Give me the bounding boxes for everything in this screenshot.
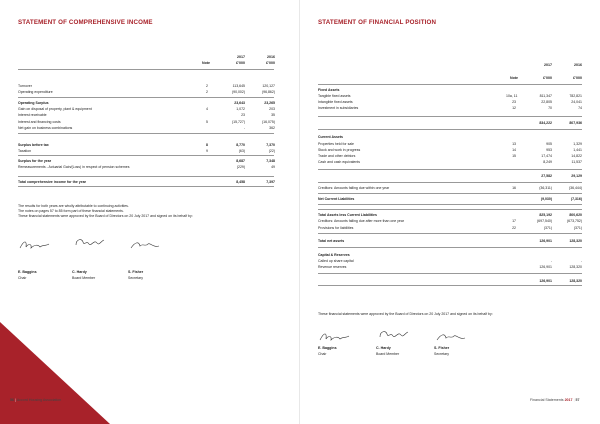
subtotal-rule — [18, 176, 274, 177]
row-note: 14 — [512, 148, 516, 152]
row-label: Fixed Assets — [318, 88, 340, 92]
note-line: These financial statements were approved by the Board of Directors on 20 July 2017 and signed on its behalf by: — [18, 214, 193, 219]
row-value-prior: 800,620 — [569, 213, 582, 217]
signatory-role: Chair — [318, 352, 327, 356]
table-row — [318, 239, 582, 244]
row-label: Total net assets — [318, 239, 345, 243]
table-row — [318, 253, 582, 258]
note-col-header: Note — [510, 76, 518, 80]
note-col-header: Note — [202, 61, 210, 65]
row-label: Creditors: Amounts falling due within one year — [318, 186, 390, 190]
row-value-prior: (96,862) — [261, 90, 275, 94]
header-rule — [318, 84, 582, 85]
table-row — [18, 143, 276, 148]
row-value-current: 825,192 — [539, 213, 552, 217]
table-row — [318, 279, 582, 284]
table-row — [18, 107, 276, 112]
subtotal-rule — [18, 97, 274, 98]
table-row — [318, 213, 582, 218]
row-note: 23 — [512, 100, 516, 104]
table-row — [18, 126, 276, 131]
note-line: The notes on pages 57 to 85 form part of these financial statements. — [18, 209, 124, 214]
subtotal-rule — [318, 233, 582, 234]
row-label: Properties held for sale — [318, 142, 354, 146]
row-value-current: - — [550, 259, 552, 263]
table-row — [318, 135, 582, 140]
row-value-current: 126,901 — [539, 265, 552, 269]
signatory-name: S. Fisher — [434, 346, 450, 350]
subtotal-rule — [318, 204, 582, 205]
signature-chair — [318, 330, 352, 344]
row-value-current: 113,645 — [232, 84, 245, 88]
unit-col-2: £'000 — [573, 76, 582, 80]
row-note: 8 — [206, 143, 208, 147]
row-label: Operating Surplus — [18, 101, 49, 105]
row-value-current: 70 — [548, 106, 552, 110]
subtotal-rule — [318, 247, 582, 248]
row-note: 12 — [512, 106, 516, 110]
table-row — [318, 142, 582, 147]
table-row — [18, 159, 276, 164]
row-note: 2 — [206, 90, 208, 94]
row-label: Creditors: Amounts falling due after more than one year — [318, 219, 404, 223]
row-value-current: 23 — [241, 113, 245, 117]
row-label: Cash and cash equivalents — [318, 160, 361, 164]
year-col-2: 2016 — [267, 55, 275, 59]
row-label: Total comprehensive income for the year — [18, 180, 87, 184]
row-label: Total Assets less Current Liabilities — [318, 213, 377, 217]
table-row — [318, 160, 582, 165]
footer-year: 2017 — [564, 398, 573, 402]
row-value-current: 811,347 — [539, 94, 552, 98]
table-row — [18, 113, 276, 118]
row-value-current: 8,687 — [236, 159, 245, 163]
row-note: 5 — [206, 120, 208, 124]
signature-board-member — [376, 328, 410, 342]
row-value-prior: 120,127 — [262, 84, 275, 88]
table-row — [318, 174, 582, 179]
row-value-current: 8,458 — [236, 180, 245, 184]
row-value-prior: 782,821 — [569, 94, 582, 98]
row-value-prior: 29,129 — [571, 174, 582, 178]
unit-col-1: £'000 — [236, 61, 245, 65]
table-row — [318, 226, 582, 231]
table-row — [18, 101, 276, 106]
page-footer: 56 | Accord Housing Association — [10, 398, 62, 402]
table-row — [318, 148, 582, 153]
signatory-name: E. Baggins — [18, 270, 37, 274]
signature-secretary — [128, 238, 162, 252]
row-value-current: 1,072 — [236, 107, 245, 111]
table-row — [318, 100, 582, 105]
signatory-role: Secretary — [434, 352, 449, 356]
row-label: Trade and other debtors — [318, 154, 356, 158]
row-value-prior: 362 — [269, 126, 275, 130]
row-value-current: 27,582 — [541, 174, 552, 178]
row-note: 4 — [206, 107, 208, 111]
signatory-role: Board Member — [72, 276, 96, 280]
subtotal-rule — [318, 116, 582, 117]
table-row — [18, 90, 276, 95]
row-value-prior: 128,320 — [569, 279, 582, 283]
row-note: 22 — [512, 226, 516, 230]
row-value-prior: 74 — [578, 106, 582, 110]
signature-chair — [18, 238, 52, 252]
table-row — [18, 120, 276, 125]
row-value-current: (371) — [543, 226, 552, 230]
row-value-prior: (371) — [573, 226, 582, 230]
row-value-prior: 23,265 — [264, 101, 275, 105]
signature-board-member — [72, 236, 106, 250]
page-title: STATEMENT OF COMPREHENSIVE INCOME — [18, 19, 153, 26]
row-value-current: (63) — [238, 149, 245, 153]
row-value-current: 905 — [546, 142, 552, 146]
row-note: 17 — [512, 219, 516, 223]
table-row — [318, 186, 582, 191]
row-value-prior: 35 — [271, 113, 275, 117]
subtotal-rule — [318, 129, 582, 130]
row-value-prior: 49 — [271, 165, 275, 169]
table-row — [318, 197, 582, 202]
row-value-current: 22,805 — [541, 100, 552, 104]
row-value-prior: - — [580, 259, 582, 263]
signatory-name: S. Fisher — [128, 270, 144, 274]
row-label: Tangible fixed assets — [318, 94, 351, 98]
row-value-current: 126,901 — [539, 279, 552, 283]
unit-col-2: £'000 — [266, 61, 275, 65]
row-label: Called up share capital — [318, 259, 354, 263]
signatory-name: C. Hardy — [72, 270, 87, 274]
row-note: 16 — [512, 186, 516, 190]
row-note: 13 — [512, 142, 516, 146]
signatory-name: E. Baggins — [318, 346, 337, 350]
table-row — [18, 165, 276, 170]
signatory-name: C. Hardy — [376, 346, 391, 350]
row-label: Capital & Reserves — [318, 253, 350, 257]
row-value-prior: (36,444) — [568, 186, 582, 190]
row-value-prior: (22) — [268, 149, 275, 153]
row-value-current: 953 — [546, 148, 552, 152]
subtotal-rule — [318, 182, 582, 183]
year-col-1: 2017 — [237, 55, 245, 59]
row-label: Remeasurements - Actuarial Gain/(Loss) in respect of pension schemes — [18, 165, 130, 169]
table-row — [318, 88, 582, 93]
row-label: Intangible fixed assets — [318, 100, 353, 104]
row-label: Revenue reserves — [318, 265, 347, 269]
row-label: Taxation — [18, 149, 32, 153]
row-value-prior: 203 — [269, 107, 275, 111]
table-row — [318, 106, 582, 111]
subtotal-rule — [318, 285, 582, 286]
table-row — [318, 259, 582, 264]
row-value-current: 834,222 — [539, 121, 552, 125]
row-value-prior: (7,316) — [570, 197, 582, 201]
subtotal-rule — [318, 209, 582, 210]
table-row — [18, 180, 276, 185]
row-label: Current Assets — [318, 135, 343, 139]
page-footer: Financial Statements 2017 | 57 — [530, 398, 580, 402]
header-rule — [18, 69, 274, 70]
row-label: Surplus for the year — [18, 159, 52, 163]
row-value-current: (697,540) — [537, 219, 552, 223]
note-line: The results for both years are wholly attributable to continuing activities. — [18, 204, 129, 208]
row-value-prior: 128,320 — [569, 265, 582, 269]
row-label: Surplus before tax — [18, 143, 49, 147]
page-title: STATEMENT OF FINANCIAL POSITION — [318, 19, 437, 26]
row-value-current: (229) — [236, 165, 245, 169]
row-value-current: 8,770 — [236, 143, 245, 147]
row-label: Stock and work in progress — [318, 148, 361, 152]
row-value-prior: 7,348 — [266, 159, 275, 163]
decorative-corner-wedge — [0, 322, 110, 424]
row-value-prior: 7,370 — [266, 143, 275, 147]
notes-paragraph — [18, 204, 193, 220]
footer-org: Accord Housing Association — [16, 398, 62, 402]
table-row — [318, 94, 582, 99]
year-col-1: 2017 — [544, 63, 552, 67]
row-value-prior: 128,320 — [569, 239, 582, 243]
row-label: Gain on disposal of property, plant & equipment — [18, 107, 92, 111]
row-value-prior: 1,329 — [573, 142, 582, 146]
unit-col-1: £'000 — [543, 76, 552, 80]
row-value-current: 126,901 — [539, 239, 552, 243]
table-row — [318, 265, 582, 270]
subtotal-rule — [18, 186, 274, 187]
row-value-prior: 1,441 — [573, 148, 582, 152]
row-value-current: 8,249 — [543, 160, 552, 164]
row-value-current: 23,643 — [234, 101, 245, 105]
signatory-role: Board Member — [376, 352, 400, 356]
page-number: 56 — [10, 398, 14, 402]
row-label: Interest receivable — [18, 113, 47, 117]
year-col-2: 2016 — [574, 63, 582, 67]
signatory-role: Chair — [18, 276, 27, 280]
footer-section: Financial Statements — [530, 398, 564, 402]
row-label: Operating expenditure — [18, 90, 53, 94]
row-value-current: (9,030) — [540, 197, 552, 201]
row-label: Net Current Liabilities — [318, 197, 355, 201]
row-label: Turnover — [18, 84, 32, 88]
row-value-prior: 807,936 — [569, 121, 582, 125]
subtotal-rule — [318, 193, 582, 194]
table-row — [318, 154, 582, 159]
table-row — [318, 121, 582, 126]
row-label: Net gain on business combinations — [18, 126, 73, 130]
row-note: 15 — [512, 154, 516, 158]
subtotal-rule — [318, 273, 582, 274]
row-value-prior: 11,537 — [571, 160, 582, 164]
subtotal-rule — [18, 133, 274, 134]
page-number: 57 — [575, 398, 580, 402]
row-value-current: 17,474 — [541, 154, 552, 158]
right-page — [300, 0, 600, 424]
row-note: 9 — [206, 149, 208, 153]
row-note: 2 — [206, 84, 208, 88]
subtotal-rule — [318, 169, 582, 170]
row-value-current: (15,727) — [231, 120, 245, 124]
table-row — [18, 84, 276, 89]
row-value-prior: 7,397 — [266, 180, 275, 184]
signatory-role: Secretary — [128, 276, 143, 280]
row-value-prior: (673,752) — [567, 219, 582, 223]
table-row — [318, 219, 582, 224]
approval-paragraph: These financial statements were approved by the Board of Directors on 20 July 2017 and signed on its behalf by: — [318, 312, 493, 316]
table-row — [18, 149, 276, 154]
row-value-current: (90,002) — [231, 90, 245, 94]
row-value-current: (36,311) — [539, 186, 552, 190]
row-label: Interest and financing costs — [18, 120, 61, 124]
row-value-prior: (16,075) — [261, 120, 275, 124]
row-value-current: - — [243, 126, 245, 130]
row-note: 10a, 11 — [506, 94, 518, 98]
row-label: Investment in subsidiaries — [318, 106, 359, 110]
row-value-prior: 24,041 — [571, 100, 582, 104]
signature-secretary — [434, 330, 468, 344]
subtotal-rule — [18, 155, 274, 156]
row-value-prior: 14,822 — [571, 154, 582, 158]
row-label: Provisions for liabilities — [318, 226, 354, 230]
